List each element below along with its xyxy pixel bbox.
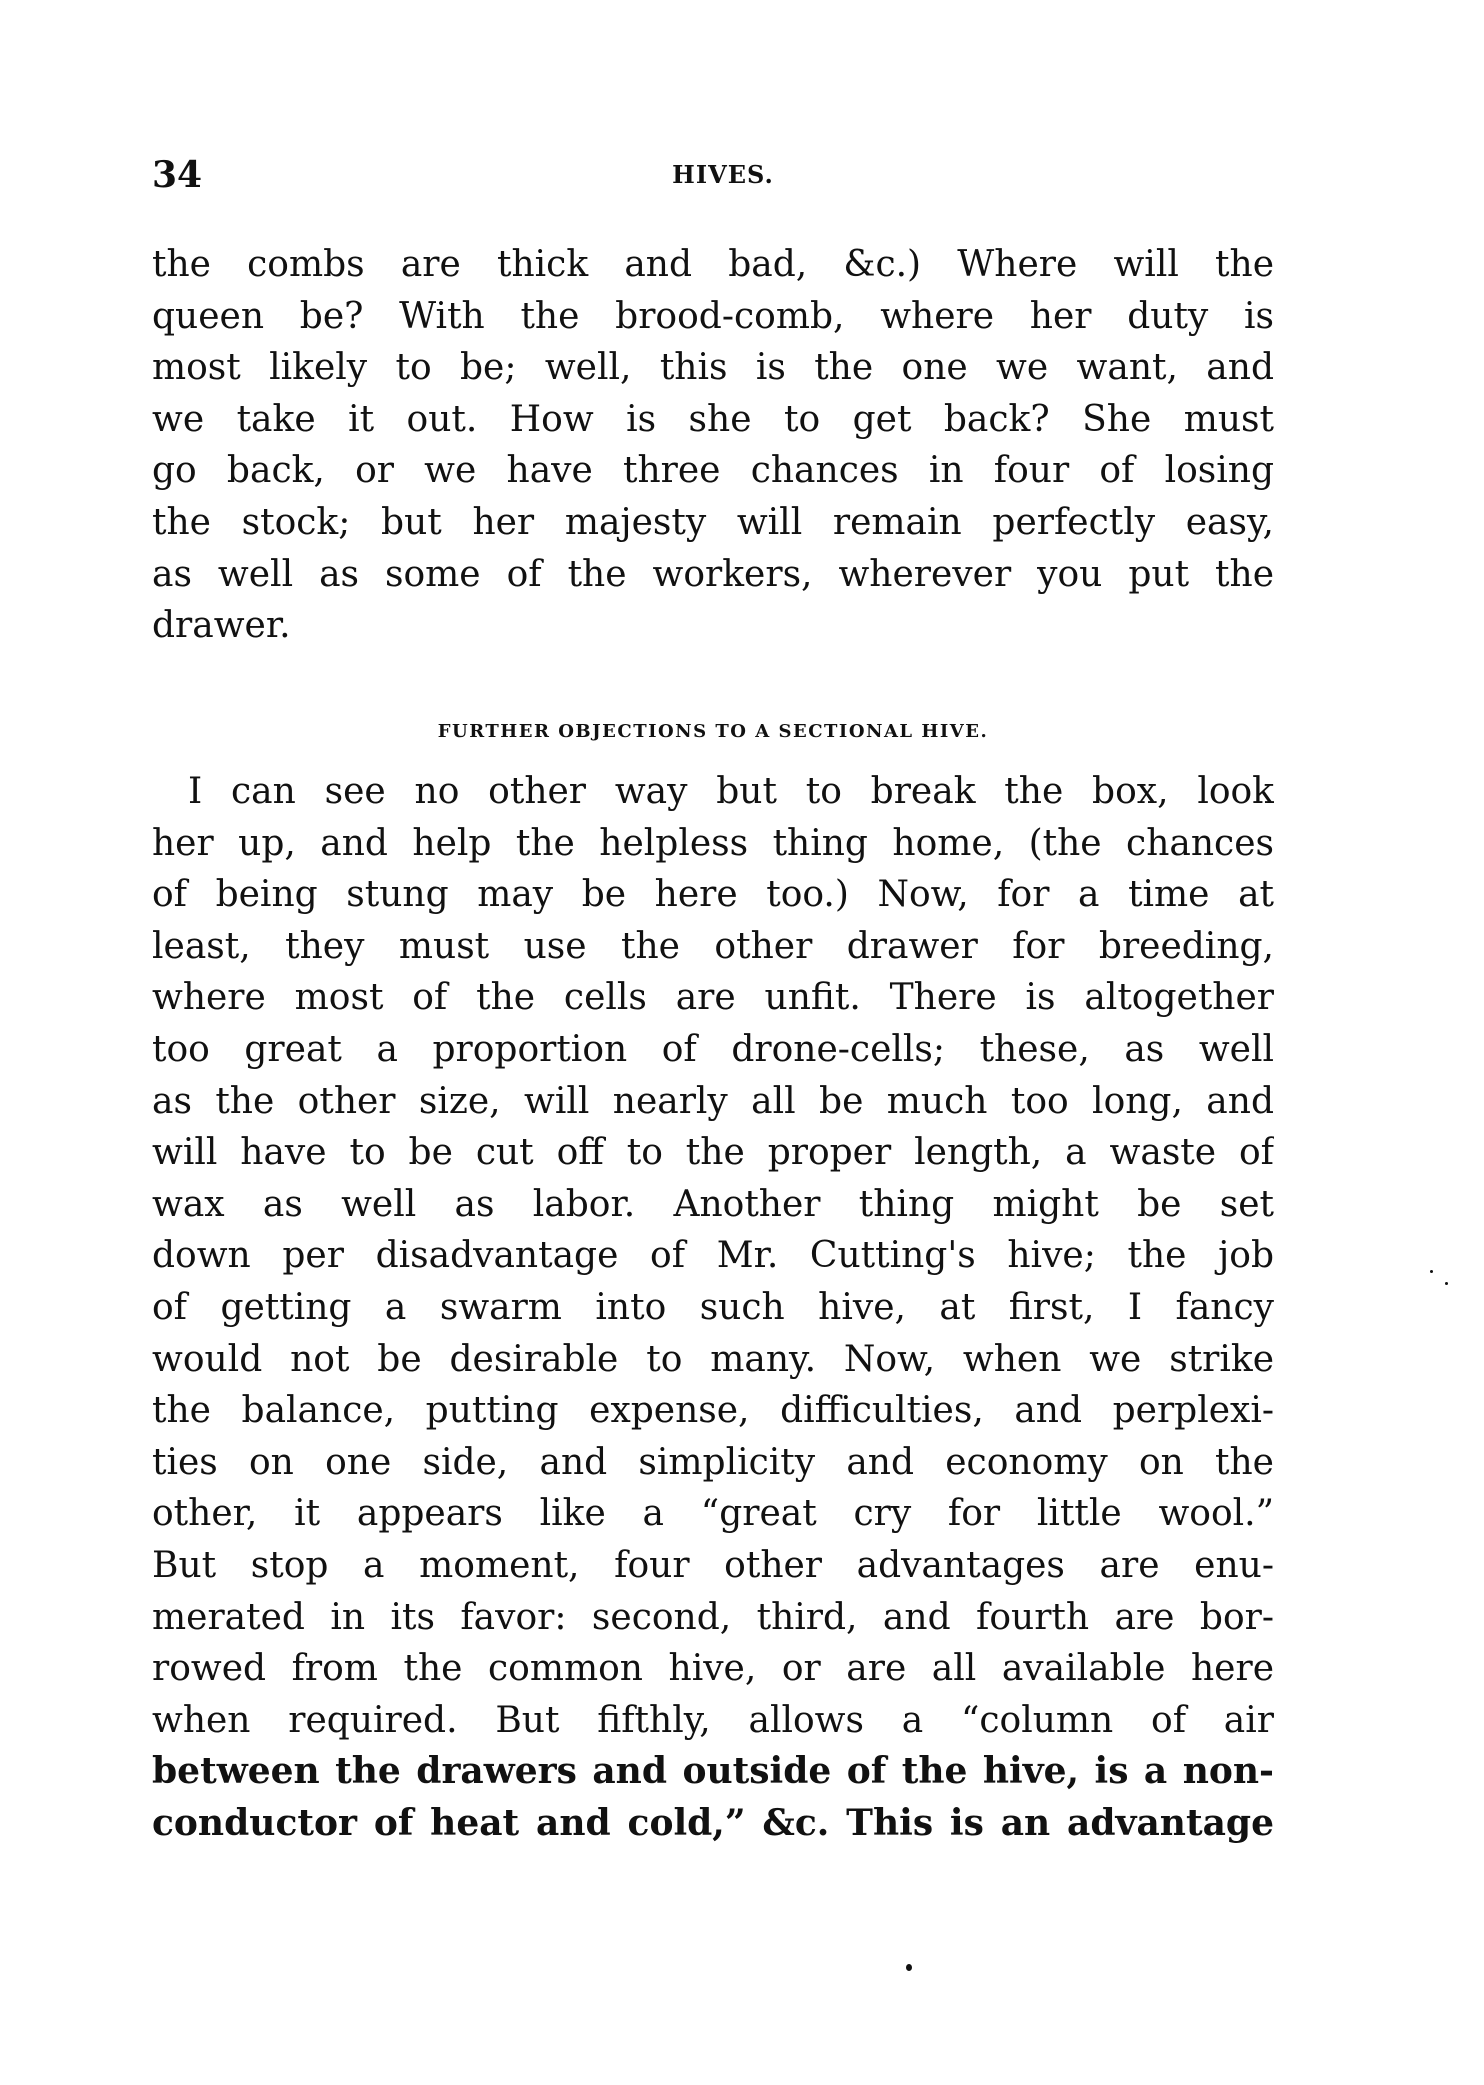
- text-line: ties on one side, and simplicity and economy on the: [152, 1441, 1274, 1483]
- text-line: where most of the cells are unfit. There is altogether: [152, 977, 1274, 1019]
- text-line: we take it out. How is she to get back? She must: [152, 398, 1274, 440]
- paragraph-1: [152, 239, 1274, 652]
- text-line: wax as well as labor. Another thing might be set: [152, 1183, 1274, 1225]
- section-heading: FURTHER OBJECTIONS TO A SECTIONAL HIVE.: [437, 721, 989, 742]
- text-line: merated in its favor: second, third, and fourth are bor-: [152, 1596, 1274, 1638]
- running-title: HIVES.: [672, 160, 774, 189]
- text-line: would not be desirable to many. Now, when we strike: [152, 1338, 1274, 1380]
- text-line: other, it appears like a “great cry for little wool.”: [152, 1493, 1274, 1535]
- text-line: will have to be cut off to the proper length, a waste of: [152, 1132, 1274, 1174]
- text-line: I can see no other way but to break the box, look: [188, 771, 1274, 812]
- text-line: most likely to be; well, this is the one we want, and: [152, 347, 1274, 389]
- text-line: down per disadvantage of Mr. Cutting's hive; the job: [152, 1235, 1274, 1277]
- text-line: go back, or we have three chances in four of losing: [152, 450, 1274, 492]
- text-line: the stock; but her majesty will remain perfectly easy,: [152, 501, 1274, 543]
- text-line: as well as some of the workers, wherever you put the: [152, 553, 1274, 595]
- text-line: as the other size, will nearly all be much too long, and: [152, 1080, 1274, 1122]
- text-line: queen be? With the brood-comb, where her duty is: [152, 295, 1274, 337]
- print-speck: [1430, 1270, 1433, 1273]
- text-line: too great a proportion of drone-cells; these, as well: [152, 1028, 1274, 1070]
- print-speck: [906, 1964, 912, 1971]
- running-header: [152, 150, 1274, 200]
- text-line: of being stung may be here too.) Now, for a time at: [152, 874, 1274, 916]
- text-line: the combs are thick and bad, &c.) Where will the: [152, 244, 1274, 285]
- text-line: the balance, putting expense, difficulties, and perplexi-: [152, 1390, 1274, 1432]
- text-line: when required. But fifthly, allows a “column of air: [152, 1699, 1274, 1741]
- text-line: But stop a moment, four other advantages are enu-: [152, 1544, 1274, 1586]
- text-line: her up, and help the helpless thing home, (the chances: [152, 822, 1274, 864]
- paragraph-2: [152, 766, 1274, 1849]
- text-line: rowed from the common hive, or are all available here: [152, 1648, 1274, 1690]
- text-line: of getting a swarm into such hive, at first, I fancy: [152, 1286, 1274, 1328]
- text-line: least, they must use the other drawer for breeding,: [152, 925, 1274, 967]
- text-line: drawer.: [152, 605, 291, 647]
- text-line: conductor of heat and cold,” &c. This is an advantage: [152, 1801, 1274, 1844]
- text-line: between the drawers and outside of the hive, is a non-: [152, 1750, 1274, 1793]
- page-number: 34: [152, 154, 203, 196]
- print-speck: [1445, 1282, 1448, 1285]
